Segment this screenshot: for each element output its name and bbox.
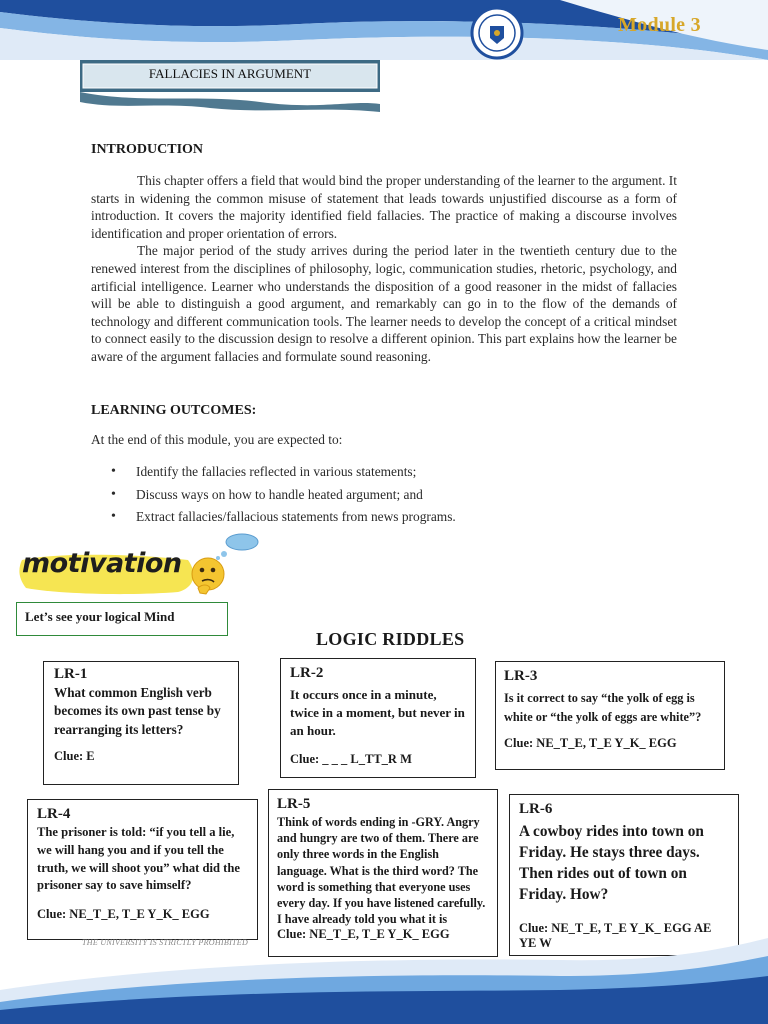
riddle-card [280,658,476,778]
logic-riddles-heading: LOGIC RIDDLES [316,629,465,649]
outcome-item: • Extract fallacies/fallacious statements from news programs. [111,506,671,529]
introduction-body [91,172,677,366]
motivation-word: motivation [22,548,182,579]
riddle-card [27,799,258,940]
thought-bubble-icon [216,534,258,560]
module-label: Module 3 [618,14,701,36]
document-title: FALLACIES IN ARGUMENT [148,66,312,81]
riddle-clue: Clue: _ _ _ L_TT_R M [290,752,412,766]
university-seal-icon [470,6,524,60]
riddle-code: LR-5 [277,796,311,812]
introduction-heading: INTRODUCTION [91,142,204,157]
riddle-question: The prisoner is told: “if you tell a lie, we will hang you and if you tell the truth, we will shoot you” what did the prisoner say to save himself? [37,825,240,893]
riddle-code: LR-6 [519,801,553,817]
intro-paragraph: This chapter offers a field that would bind the proper understanding of the learner to the argument. It starts in widening the common misuse of statement that leads towards unjustified discourse as a form of introduction. It covers the majority identified field fallacies. The practice of making a discourse involves identification and proper orientation of errors. [91,173,677,241]
riddle-question: What common English verb becomes its own past tense by rearranging its letters? [54,685,221,737]
learning-outcomes-heading: LEARNING OUTCOMES: [91,403,257,418]
riddle-question: It occurs once in a minute, twice in a moment, but never in an hour. [290,687,465,738]
logical-mind-prompt: Let’s see your logical Mind [16,602,228,636]
learning-outcomes-list [111,461,671,529]
riddle-question: Think of words ending in -GRY. Angry and hungry are two of them. There are only three words in the English language. What is the third word? The word is something that everyone uses every day. If you have listened carefully. I have already told you what it is [277,815,486,927]
riddle-code: LR-4 [37,806,71,822]
thinking-face-icon [192,558,224,594]
watermark-text: THE UNIVERSITY IS STRICTLY PROHIBITED [82,938,249,947]
riddle-question: Is it correct to say “the yolk of egg is white or “the yolk of eggs are white”? [504,691,702,724]
riddle-clue: Clue: NE_T_E, T_E Y_K_ EGG AE YE W [519,921,712,950]
riddle-clue: Clue: NE_T_E, T_E Y_K_ EGG [277,927,450,942]
riddle-card [495,661,725,770]
riddle-clue: Clue: NE_T_E, T_E Y_K_ EGG [504,736,677,750]
riddle-card [43,661,239,785]
riddle-clue: Clue: NE_T_E, T_E Y_K_ EGG [37,907,210,922]
learning-outcomes-lead: At the end of this module, you are expected to: [91,432,343,447]
riddle-question: A cowboy rides into town on Friday. He stays three days. Then rides out of town on Friday. How? [519,823,704,903]
riddle-code: LR-3 [504,668,538,684]
outcome-item: • Identify the fallacies reflected in various statements; [111,461,671,484]
footer-band [0,930,768,1024]
riddle-code: LR-2 [290,665,324,681]
intro-paragraph: The major period of the study arrives during the period later in the twentieth century due to the renewed interest from the disciplines of philosophy, logic, communication studies, rhetoric, psychology, and artificial intelligence. Learner who understands the disposition of a good reasoner in the midst of fallacies will be able to distinguish a good argument, and remarkably can go in to the flow of the demands of technology and different communication tools. The learner needs to develop the concept of a critical mindset to connect easily to the discussion design to resolve a different opinion. This part explains how the learner be aware of the argument fallacies and formulate sound reasoning. [91,243,677,364]
riddle-clue: Clue: E [54,749,95,764]
riddle-code: LR-1 [54,666,88,682]
outcome-item: • Discuss ways on how to handle heated argument; and [111,484,671,507]
